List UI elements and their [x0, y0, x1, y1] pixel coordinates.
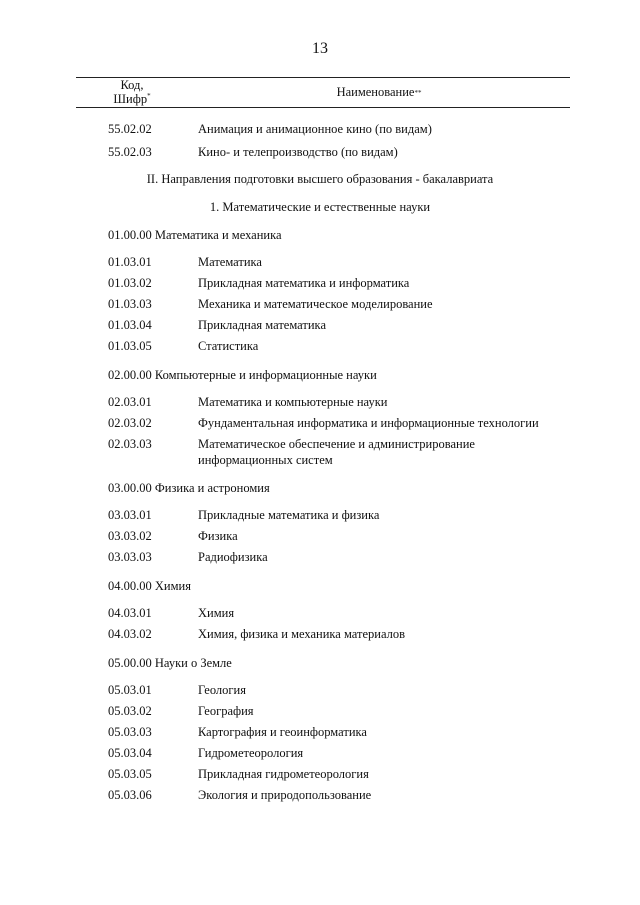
name-column-header: Наименование **	[336, 85, 422, 99]
item-code: 05.03.02	[108, 704, 152, 718]
item-name: Прикладные математика и физика	[198, 508, 380, 522]
code-header-line1: Код,	[120, 78, 144, 92]
group-title: 02.00.00 Компьютерные и информационные науки	[108, 368, 377, 382]
item-name: Математика и компьютерные науки	[198, 395, 388, 409]
item-name: Анимация и анимационное кино (по видам)	[198, 122, 432, 136]
item-code: 01.03.04	[108, 318, 152, 332]
code-header-label: Шифр	[113, 91, 148, 106]
table-header	[76, 77, 570, 108]
item-name: Физика	[198, 529, 238, 543]
item-code: 05.03.04	[108, 746, 152, 760]
item-code: 01.03.05	[108, 339, 152, 353]
item-code: 05.03.06	[108, 788, 152, 802]
item-code: 01.03.02	[108, 276, 152, 290]
item-name: Экология и природопользование	[198, 788, 372, 802]
item-name: Механика и математическое моделирование	[198, 297, 433, 311]
name-header-label: Наименование	[336, 85, 415, 99]
item-code: 05.03.05	[108, 767, 152, 781]
code-column-header	[76, 79, 188, 106]
item-name: Картография и геоинформатика	[198, 725, 367, 739]
subsection-title: 1. Математические и естественные науки	[209, 200, 431, 214]
item-code: 04.03.02	[108, 627, 152, 641]
item-code: 05.03.01	[108, 683, 152, 697]
item-code: 01.03.01	[108, 255, 152, 269]
group-title: 03.00.00 Физика и астрономия	[108, 481, 270, 495]
item-code: 01.03.03	[108, 297, 152, 311]
item-code: 55.02.02	[108, 122, 152, 136]
code-header-line2	[76, 93, 188, 107]
item-name: Радиофизика	[198, 550, 268, 564]
item-code: 03.03.01	[108, 508, 152, 522]
group-title: 04.00.00 Химия	[108, 579, 191, 593]
item-name: Математическое обеспечение и администрирование информационных систем	[198, 437, 475, 467]
item-code: 02.03.03	[108, 437, 152, 451]
section-title: II. Направления подготовки высшего образования - бакалавриата	[146, 172, 494, 186]
item-name: Фундаментальная информатика и информационные технологии	[198, 416, 539, 430]
group-title: 01.00.00 Математика и механика	[108, 228, 282, 242]
item-name: Химия, физика и механика материалов	[198, 627, 406, 641]
item-code: 02.03.02	[108, 416, 152, 430]
item-name: Химия	[198, 606, 235, 620]
item-code: 55.02.03	[108, 145, 152, 159]
group-title: 05.00.00 Науки о Земле	[108, 656, 232, 670]
item-name: Статистика	[198, 339, 259, 353]
item-code: 02.03.01	[108, 395, 152, 409]
page-number: 13	[312, 40, 328, 57]
item-name: География	[198, 704, 254, 718]
item-code: 03.03.03	[108, 550, 152, 564]
item-name: Математика	[198, 255, 262, 269]
item-code: 03.03.02	[108, 529, 152, 543]
item-code: 04.03.01	[108, 606, 152, 620]
code-footnote-mark: *	[147, 91, 151, 100]
item-name: Геология	[198, 683, 246, 697]
item-name: Гидрометеорология	[198, 746, 304, 760]
item-name: Кино- и телепроизводство (по видам)	[198, 145, 398, 159]
item-name: Прикладная гидрометеорология	[198, 767, 369, 781]
item-name: Прикладная математика	[198, 318, 326, 332]
item-code: 05.03.03	[108, 725, 152, 739]
item-name: Прикладная математика и информатика	[198, 276, 410, 290]
